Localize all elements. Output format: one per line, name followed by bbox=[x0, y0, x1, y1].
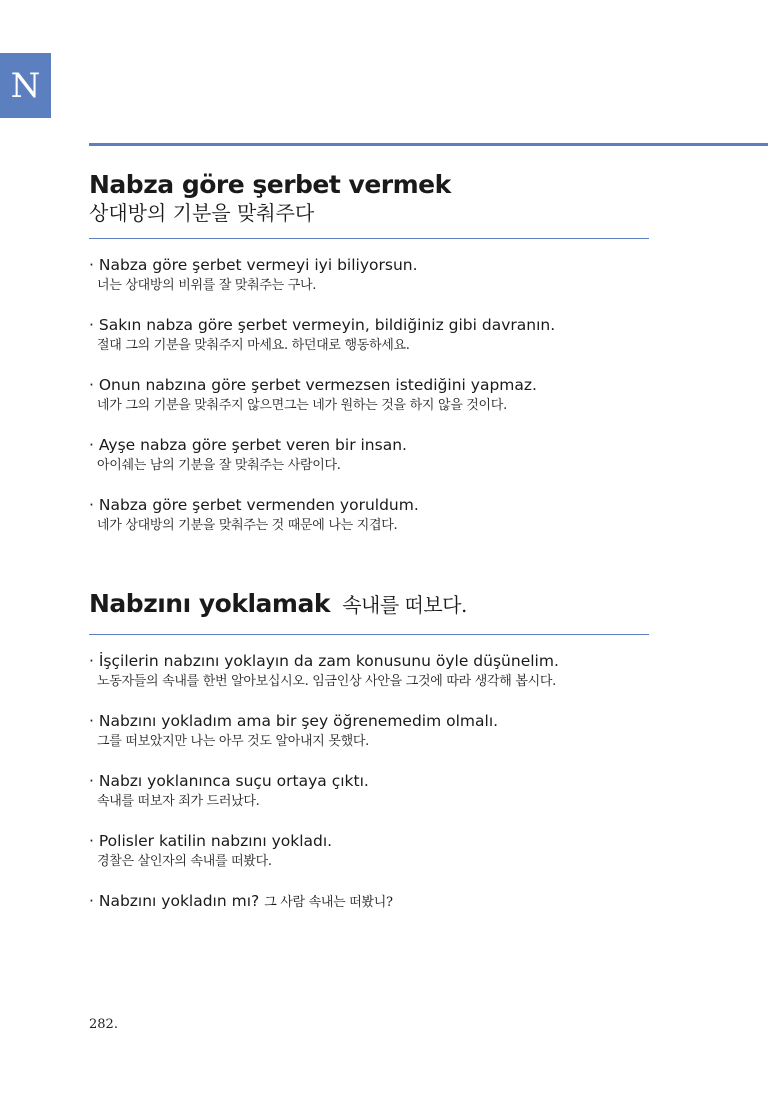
example-turkish: · Polisler katilin nabzını yokladı. bbox=[89, 832, 333, 850]
top-divider bbox=[89, 143, 768, 146]
example-entry bbox=[89, 495, 649, 536]
example-turkish: · Sakın nabza göre şerbet vermeyin, bildiğiniz gibi davranın. bbox=[89, 316, 556, 334]
idiom-section-1 bbox=[89, 170, 649, 555]
example-korean: 그 사람 속내는 떠봤니? bbox=[264, 895, 393, 910]
idiom-title: Nabza göre şerbet vermek bbox=[89, 170, 451, 199]
example-turkish: · Ayşe nabza göre şerbet veren bir insan. bbox=[89, 436, 407, 454]
example-line bbox=[89, 891, 649, 913]
page-number: 282. bbox=[89, 1017, 118, 1032]
idiom-section-2 bbox=[89, 589, 649, 932]
example-entry bbox=[89, 375, 649, 416]
example-turkish: · Nabza göre şerbet vermeyi iyi biliyorsun. bbox=[89, 256, 418, 274]
idiom-title: Nabzını yoklamak bbox=[89, 589, 330, 618]
example-entry bbox=[89, 891, 649, 913]
example-entry bbox=[89, 831, 649, 872]
example-turkish: · İşçilerin nabzını yoklayın da zam konusunu öyle düşünelim. bbox=[89, 652, 559, 670]
example-korean: 아이쉐는 남의 기분을 잘 맞춰주는 사람이다. bbox=[97, 458, 341, 473]
example-korean: 경찰은 살인자의 속내를 떠봤다. bbox=[97, 854, 272, 869]
example-entry bbox=[89, 771, 649, 812]
example-entry bbox=[89, 711, 649, 752]
example-turkish: · Nabzını yokladın mı? bbox=[89, 892, 260, 910]
example-turkish: · Nabzı yoklanınca suçu ortaya çıktı. bbox=[89, 772, 369, 790]
example-korean: 네가 그의 기분을 맞춰주지 않으면그는 네가 원하는 것을 하지 않을 것이다. bbox=[97, 398, 507, 413]
example-korean: 너는 상대방의 비위를 잘 맞춰주는 구나. bbox=[97, 278, 317, 293]
example-entry bbox=[89, 651, 649, 692]
idiom-title-line bbox=[89, 589, 649, 619]
example-korean: 노동자들의 속내를 한번 알아보십시오. 임금인상 사안을 그것에 따라 생각해 봅시다. bbox=[97, 674, 556, 689]
example-entry bbox=[89, 315, 649, 356]
idiom-meaning: 속내를 떠보다. bbox=[342, 593, 467, 617]
section-divider bbox=[89, 238, 649, 239]
example-turkish: · Nabza göre şerbet vermenden yoruldum. bbox=[89, 496, 419, 514]
example-korean: 그를 떠보았지만 나는 아무 것도 알아내지 못했다. bbox=[97, 734, 369, 749]
example-korean: 네가 상대방의 기분을 맞춰주는 것 때문에 나는 지겹다. bbox=[97, 518, 398, 533]
example-turkish: · Onun nabzına göre şerbet vermezsen istediğini yapmaz. bbox=[89, 376, 537, 394]
example-turkish: · Nabzını yokladım ama bir şey öğrenemedim olmalı. bbox=[89, 712, 499, 730]
example-entry bbox=[89, 435, 649, 476]
example-entry bbox=[89, 255, 649, 296]
idiom-meaning: 상대방의 기분을 맞춰주다 bbox=[89, 201, 315, 225]
example-korean: 속내를 떠보자 죄가 드러났다. bbox=[97, 794, 260, 809]
section-divider bbox=[89, 634, 649, 635]
example-korean: 절대 그의 기분을 맞춰주지 마세요. 하던대로 행동하세요. bbox=[97, 338, 410, 353]
section-letter-tab bbox=[0, 53, 51, 118]
section-letter: N bbox=[10, 65, 41, 106]
